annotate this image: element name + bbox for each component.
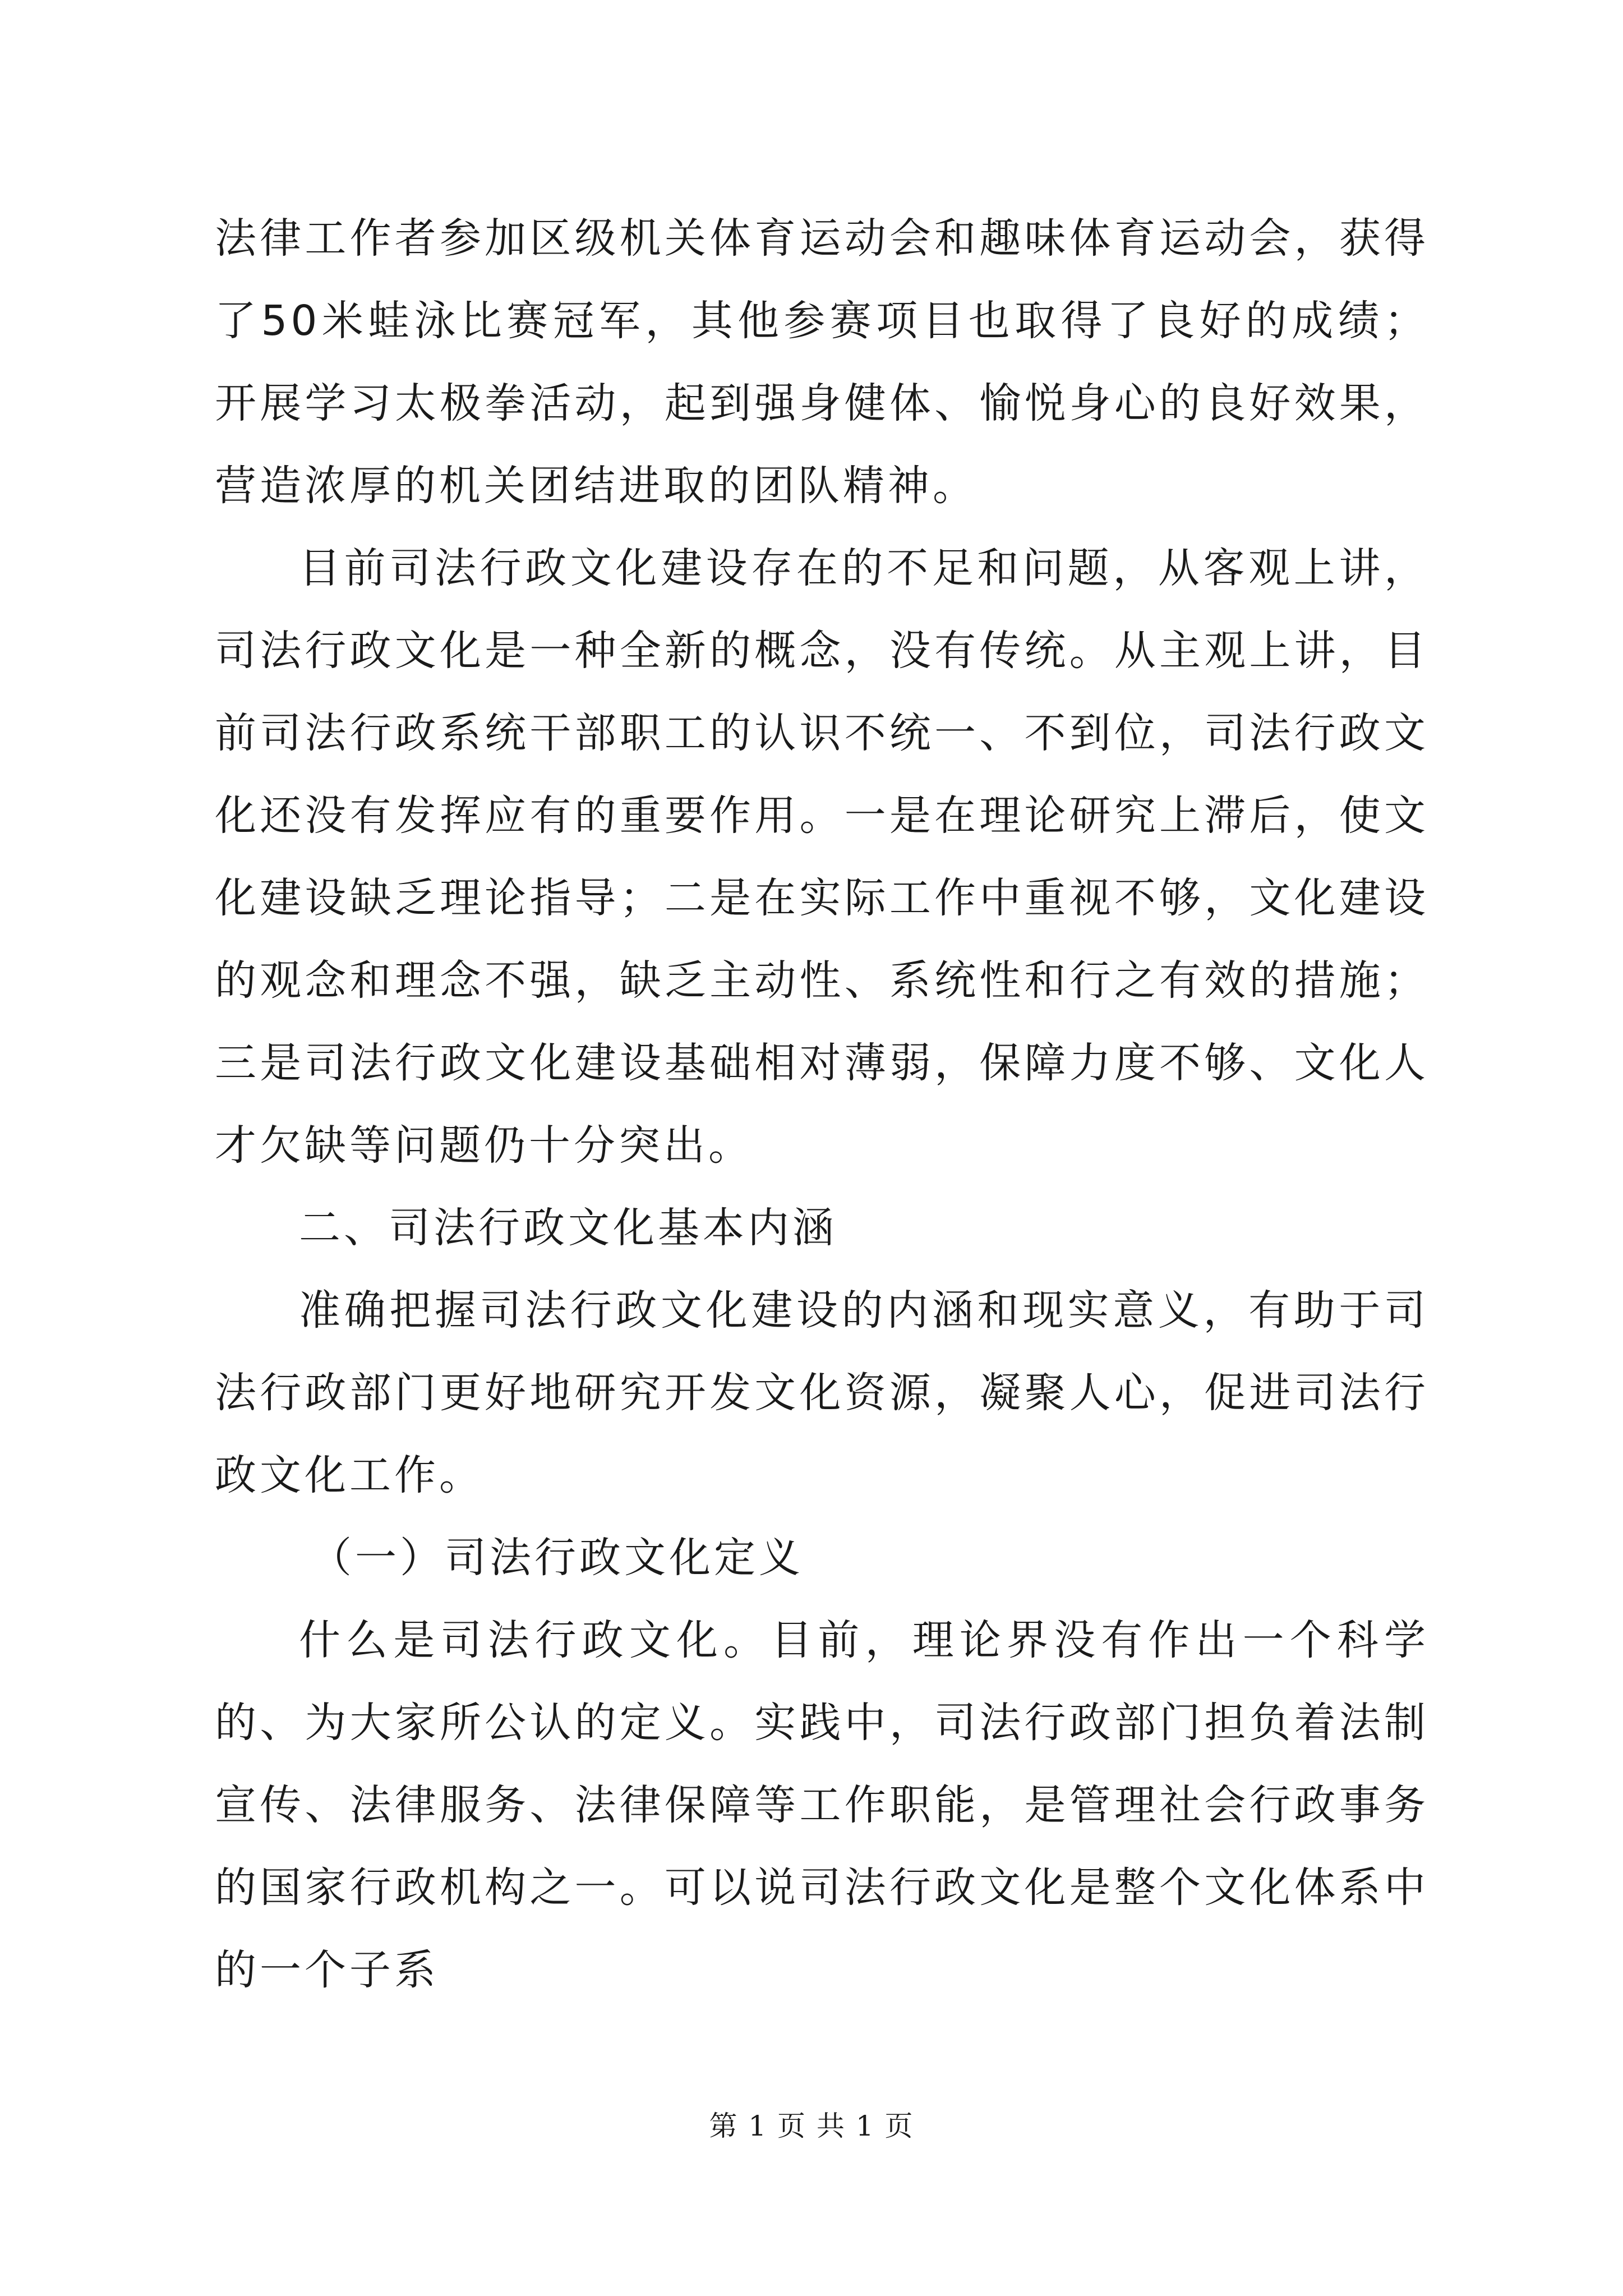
document-body: [215, 197, 1429, 2012]
page-number-footer: 第 1 页 共 1 页: [709, 2110, 914, 2142]
subsection-heading-definition: （一）司法行政文化定义: [310, 1534, 804, 1582]
paragraph-current-problems: 目前司法行政文化建设存在的不足和问题，从客观上讲，司法行政文化是一种全新的概念，没有传统。从主观上讲，目前司法行政系统干部职工的认识不统一、不到位，司法行政文化还没有发挥应有的重要作用。一是在理论研究上滞后，使文化建设缺乏理论指导；二是在实际工作中重视不够，文化建设的观念和理念不强，缺乏主动性、系统性和行之有效的措施；三是司法行政文化建设基础相对薄弱，保障力度不够、文化人才欠缺等问题仍十分突出。: [215, 544, 1429, 1170]
paragraph-connotation-significance: 准确把握司法行政文化建设的内涵和现实意义，有助于司法行政部门更好地研究开发文化资源，凝聚人心，促进司法行政文化工作。: [215, 1286, 1429, 1499]
paragraph-definition: 什么是司法行政文化。目前，理论界没有作出一个科学的、为大家所公认的定义。实践中，司法行政部门担负着法制宣传、法律服务、法律保障等工作职能，是管理社会行政事务的国家行政机构之一。可以说司法行政文化是整个文化体系中的一个子系: [215, 1616, 1429, 1994]
paragraph-sports-activities: 法律工作者参加区级机关体育运动会和趣味体育运动会，获得了50米蛙泳比赛冠军，其他参赛项目也取得了良好的成绩；开展学习太极拳活动，起到强身健体、愉悦身心的良好效果，营造浓厚的机关团结进取的团队精神。: [215, 214, 1429, 510]
section-heading-basic-connotation: 二、司法行政文化基本内涵: [299, 1204, 837, 1252]
